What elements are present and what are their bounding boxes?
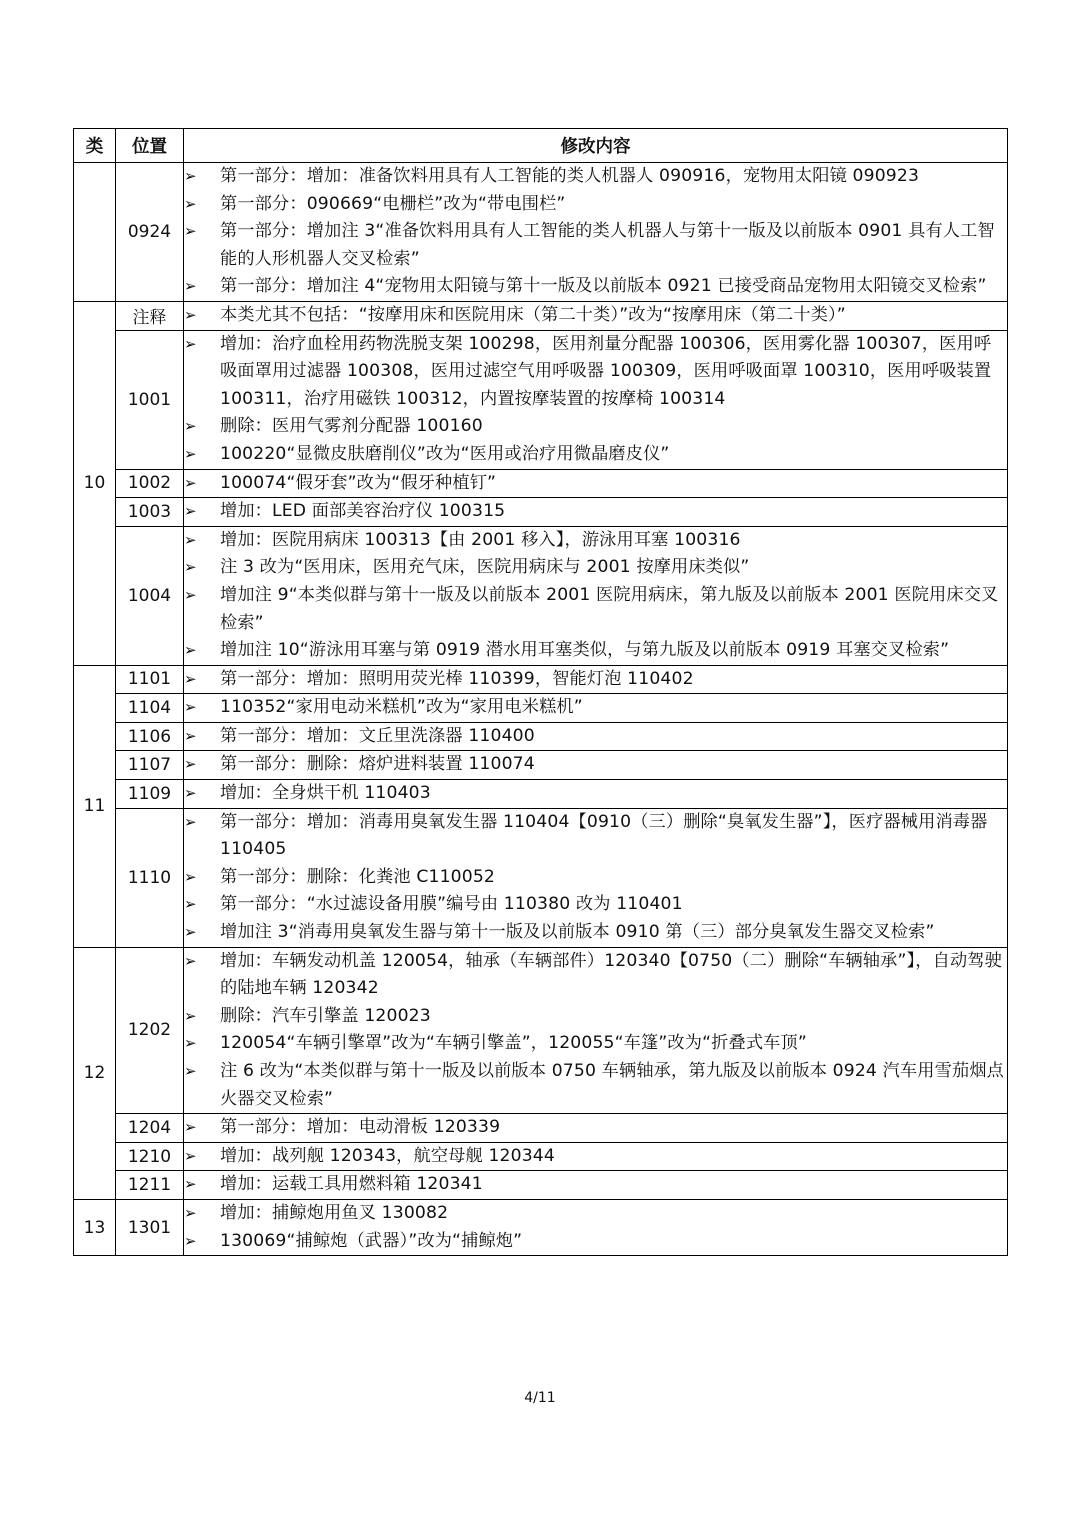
- list-item: [184, 1200, 1007, 1228]
- list-item: [184, 1030, 1007, 1058]
- table-row: [74, 301, 1008, 330]
- class-cell: 11: [74, 665, 116, 947]
- class-cell: [74, 163, 116, 302]
- table-row: [74, 1142, 1008, 1171]
- list-item: [184, 191, 1007, 219]
- table-row: [74, 694, 1008, 723]
- list-item: [184, 723, 1007, 751]
- item-text: 增加：战列舰 120343，航空母舰 120344: [220, 1145, 555, 1166]
- item-text: 注 3 改为“医用床，医用充气床，医院用病床与 2001 按摩用床类似”: [220, 557, 750, 578]
- content-cell: [184, 469, 1008, 498]
- class-cell: 10: [74, 301, 116, 665]
- item-text: 增加：LED 面部美容治疗仪 100315: [220, 501, 506, 522]
- arrowhead-bullet-icon: ➢: [184, 895, 197, 914]
- list-item: [184, 470, 1007, 498]
- item-text: 第一部分：“水过滤设备用膜”编号由 110380 改为 110401: [220, 894, 683, 915]
- class-cell: 13: [74, 1199, 116, 1255]
- arrowhead-bullet-icon: ➢: [184, 812, 197, 831]
- content-cell: [184, 722, 1008, 751]
- item-text: 100074“假牙套”改为“假牙种植钉”: [220, 472, 497, 493]
- item-text: 100220“显微皮肤磨削仪”改为“医用或治疗用微晶磨皮仪”: [220, 443, 670, 464]
- arrowhead-bullet-icon: ➢: [184, 755, 197, 774]
- header-content: 修改内容: [184, 129, 1008, 163]
- list-item: [184, 498, 1007, 526]
- arrowhead-bullet-icon: ➢: [184, 502, 197, 521]
- list-item: [184, 218, 1007, 273]
- item-text: 增加：医院用病床 100313【由 2001 移入】，游泳用耳塞 100316: [220, 529, 741, 550]
- item-text: 第一部分：删除：熔炉进料装置 110074: [220, 754, 535, 775]
- item-text: 注 6 改为“本类似群与第十一版及以前版本 0750 车辆轴承，第九版及以前版本 0924 汽车用雪茄烟点火器交叉检索”: [220, 1061, 1004, 1109]
- arrowhead-bullet-icon: ➢: [184, 669, 197, 688]
- arrowhead-bullet-icon: ➢: [184, 867, 197, 886]
- table-row: [74, 780, 1008, 809]
- content-cell: [184, 665, 1008, 694]
- table-row: [74, 808, 1008, 947]
- item-text: 第一部分：增加：准备饮料用具有人工智能的类人机器人 090916，宠物用太阳镜 090923: [220, 166, 920, 186]
- content-cell: [184, 498, 1008, 527]
- list-item: [184, 302, 1007, 330]
- arrowhead-bullet-icon: ➢: [184, 1146, 197, 1165]
- arrowhead-bullet-icon: ➢: [184, 1034, 197, 1053]
- item-text: 第一部分：增加注 3“准备饮料用具有人工智能的类人机器人与第十一版及以前版本 0901 具有人工智能的人形机器人交叉检索”: [220, 221, 995, 269]
- position-cell: 1106: [116, 722, 184, 751]
- arrowhead-bullet-icon: ➢: [184, 334, 197, 353]
- arrowhead-bullet-icon: ➢: [184, 1006, 197, 1025]
- item-text: 增加注 3“消毒用臭氧发生器与第十一版及以前版本 0910 第（三）部分臭氧发生器交叉检索”: [220, 922, 935, 943]
- arrowhead-bullet-icon: ➢: [184, 473, 197, 492]
- list-item: [184, 1228, 1007, 1256]
- list-item: [184, 163, 1007, 191]
- list-item: [184, 919, 1007, 947]
- table-row: [74, 469, 1008, 498]
- table-row: [74, 1114, 1008, 1143]
- list-item: [184, 751, 1007, 779]
- position-cell: 1003: [116, 498, 184, 527]
- list-item: [184, 273, 1007, 301]
- content-cell: [184, 1142, 1008, 1171]
- position-cell: 1210: [116, 1142, 184, 1171]
- item-text: 第一部分：删除：化粪池 C110052: [220, 866, 495, 887]
- content-cell: [184, 526, 1008, 665]
- content-cell: [184, 163, 1008, 302]
- position-cell: 注释: [116, 301, 184, 330]
- arrowhead-bullet-icon: ➢: [184, 641, 197, 660]
- content-cell: [184, 1114, 1008, 1143]
- position-cell: 1110: [116, 808, 184, 947]
- list-item: [184, 1143, 1007, 1171]
- content-cell: [184, 1199, 1008, 1255]
- list-item: [184, 637, 1007, 665]
- item-text: 130069“捕鲸炮（武器）”改为“捕鲸炮”: [220, 1230, 523, 1251]
- item-text: 增加：车辆发动机盖 120054，轴承（车辆部件）120340【0750（二）删除“车辆轴承”】，自动驾驶的陆地车辆 120342: [220, 950, 1002, 999]
- list-item: [184, 582, 1007, 637]
- item-text: 本类尤其不包括：“按摩用床和医院用床（第二十类）”改为“按摩用床（第二十类）”: [220, 304, 846, 325]
- position-cell: 1301: [116, 1199, 184, 1255]
- arrowhead-bullet-icon: ➢: [184, 167, 197, 185]
- arrowhead-bullet-icon: ➢: [184, 923, 197, 942]
- arrowhead-bullet-icon: ➢: [184, 558, 197, 577]
- table-body: [74, 163, 1008, 1256]
- arrowhead-bullet-icon: ➢: [184, 1231, 197, 1250]
- content-cell: [184, 301, 1008, 330]
- item-text: 第一部分：增加注 4“宠物用太阳镜与第十一版及以前版本 0921 已接受商品宠物用太阳镜交叉检索”: [220, 276, 987, 297]
- content-cell: [184, 694, 1008, 723]
- item-text: 第一部分：090669“电栅栏”改为“带电围栏”: [220, 193, 566, 214]
- list-item: [184, 666, 1007, 694]
- position-cell: 0924: [116, 163, 184, 302]
- arrowhead-bullet-icon: ➢: [184, 530, 197, 549]
- position-cell: 1101: [116, 665, 184, 694]
- item-text: 增加注 10“游泳用耳塞与第 0919 潜水用耳塞类似，与第九版及以前版本 0919 耳塞交叉检索”: [220, 640, 950, 661]
- position-cell: 1002: [116, 469, 184, 498]
- list-item: [184, 864, 1007, 892]
- table-row: [74, 722, 1008, 751]
- list-item: [184, 1171, 1007, 1199]
- arrowhead-bullet-icon: ➢: [184, 444, 197, 463]
- content-cell: [184, 751, 1008, 780]
- position-cell: 1001: [116, 330, 184, 469]
- position-cell: 1104: [116, 694, 184, 723]
- arrowhead-bullet-icon: ➢: [184, 698, 197, 717]
- arrowhead-bullet-icon: ➢: [184, 784, 197, 803]
- position-cell: 1004: [116, 526, 184, 665]
- item-text: 增加：捕鲸炮用鱼叉 130082: [220, 1202, 449, 1223]
- item-text: 删除：汽车引擎盖 120023: [220, 1005, 431, 1026]
- arrowhead-bullet-icon: ➢: [184, 585, 197, 604]
- item-text: 增加：运载工具用燃料箱 120341: [220, 1174, 483, 1195]
- table-row: [74, 526, 1008, 665]
- table-header-row: [74, 129, 1008, 163]
- list-item: [184, 527, 1007, 555]
- arrowhead-bullet-icon: ➢: [184, 726, 197, 745]
- item-text: 120054“车辆引擎罩”改为“车辆引擎盖”，120055“车篷”改为“折叠式车顶”: [220, 1033, 807, 1054]
- item-text: 增加注 9“本类似群与第十一版及以前版本 2001 医院用病床，第九版及以前版本 2001 医院用床交叉检索”: [220, 584, 999, 633]
- list-item: [184, 331, 1007, 414]
- item-text: 第一部分：增加：照明用荧光棒 110399，智能灯泡 110402: [220, 668, 694, 689]
- item-text: 第一部分：增加：文丘里洗涤器 110400: [220, 725, 535, 746]
- table-row: [74, 947, 1008, 1114]
- arrowhead-bullet-icon: ➢: [184, 1062, 197, 1080]
- table-row: [74, 330, 1008, 469]
- class-cell: 12: [74, 947, 116, 1199]
- item-text: 增加：治疗血栓用药物洗脱支架 100298，医用剂量分配器 100306，医用雾化器 100307，医用呼吸面罩用过滤器 100308，医用过滤空气用呼吸器 100309，医用呼吸面罩 100310，医用呼吸装置 100311，治疗用磁铁 100312，内置按摩装置的按摩椅 100314: [220, 333, 992, 409]
- header-position: 位置: [116, 129, 184, 163]
- position-cell: 1211: [116, 1171, 184, 1200]
- table-row: [74, 1171, 1008, 1200]
- list-item: [184, 1003, 1007, 1031]
- arrowhead-bullet-icon: ➢: [184, 1175, 197, 1194]
- item-text: 增加：全身烘干机 110403: [220, 783, 431, 804]
- table-row: [74, 1199, 1008, 1255]
- item-text: 第一部分：增加：电动滑板 120339: [220, 1117, 501, 1138]
- table-row: [74, 163, 1008, 302]
- page-number: 4/11: [524, 1390, 556, 1406]
- list-item: [184, 441, 1007, 469]
- table-row: [74, 498, 1008, 527]
- item-text: 删除：医用气雾剂分配器 100160: [220, 416, 483, 437]
- arrowhead-bullet-icon: ➢: [184, 194, 197, 213]
- list-item: [184, 948, 1007, 1003]
- list-item: [184, 1114, 1007, 1142]
- position-cell: 1202: [116, 947, 184, 1114]
- table-row: [74, 665, 1008, 694]
- position-cell: 1107: [116, 751, 184, 780]
- list-item: [184, 891, 1007, 919]
- item-text: 110352“家用电动米糕机”改为“家用电米糕机”: [220, 697, 583, 718]
- list-item: [184, 1058, 1007, 1113]
- content-cell: [184, 947, 1008, 1114]
- list-item: [184, 780, 1007, 808]
- arrowhead-bullet-icon: ➢: [184, 951, 197, 970]
- revision-table: [73, 128, 1008, 1256]
- content-cell: [184, 808, 1008, 947]
- arrowhead-bullet-icon: ➢: [184, 305, 197, 324]
- arrowhead-bullet-icon: ➢: [184, 277, 197, 296]
- arrowhead-bullet-icon: ➢: [184, 417, 197, 436]
- list-item: [184, 694, 1007, 722]
- list-item: [184, 809, 1007, 864]
- list-item: [184, 413, 1007, 441]
- arrowhead-bullet-icon: ➢: [184, 1203, 197, 1222]
- arrowhead-bullet-icon: ➢: [184, 1118, 197, 1137]
- item-text: 第一部分：增加：消毒用臭氧发生器 110404【0910（三）删除“臭氧发生器”】，医疗器械用消毒器 110405: [220, 811, 988, 860]
- list-item: [184, 554, 1007, 582]
- header-class: 类: [74, 129, 116, 163]
- position-cell: 1109: [116, 780, 184, 809]
- arrowhead-bullet-icon: ➢: [184, 222, 197, 241]
- content-cell: [184, 1171, 1008, 1200]
- content-cell: [184, 780, 1008, 809]
- content-cell: [184, 330, 1008, 469]
- position-cell: 1204: [116, 1114, 184, 1143]
- table-row: [74, 751, 1008, 780]
